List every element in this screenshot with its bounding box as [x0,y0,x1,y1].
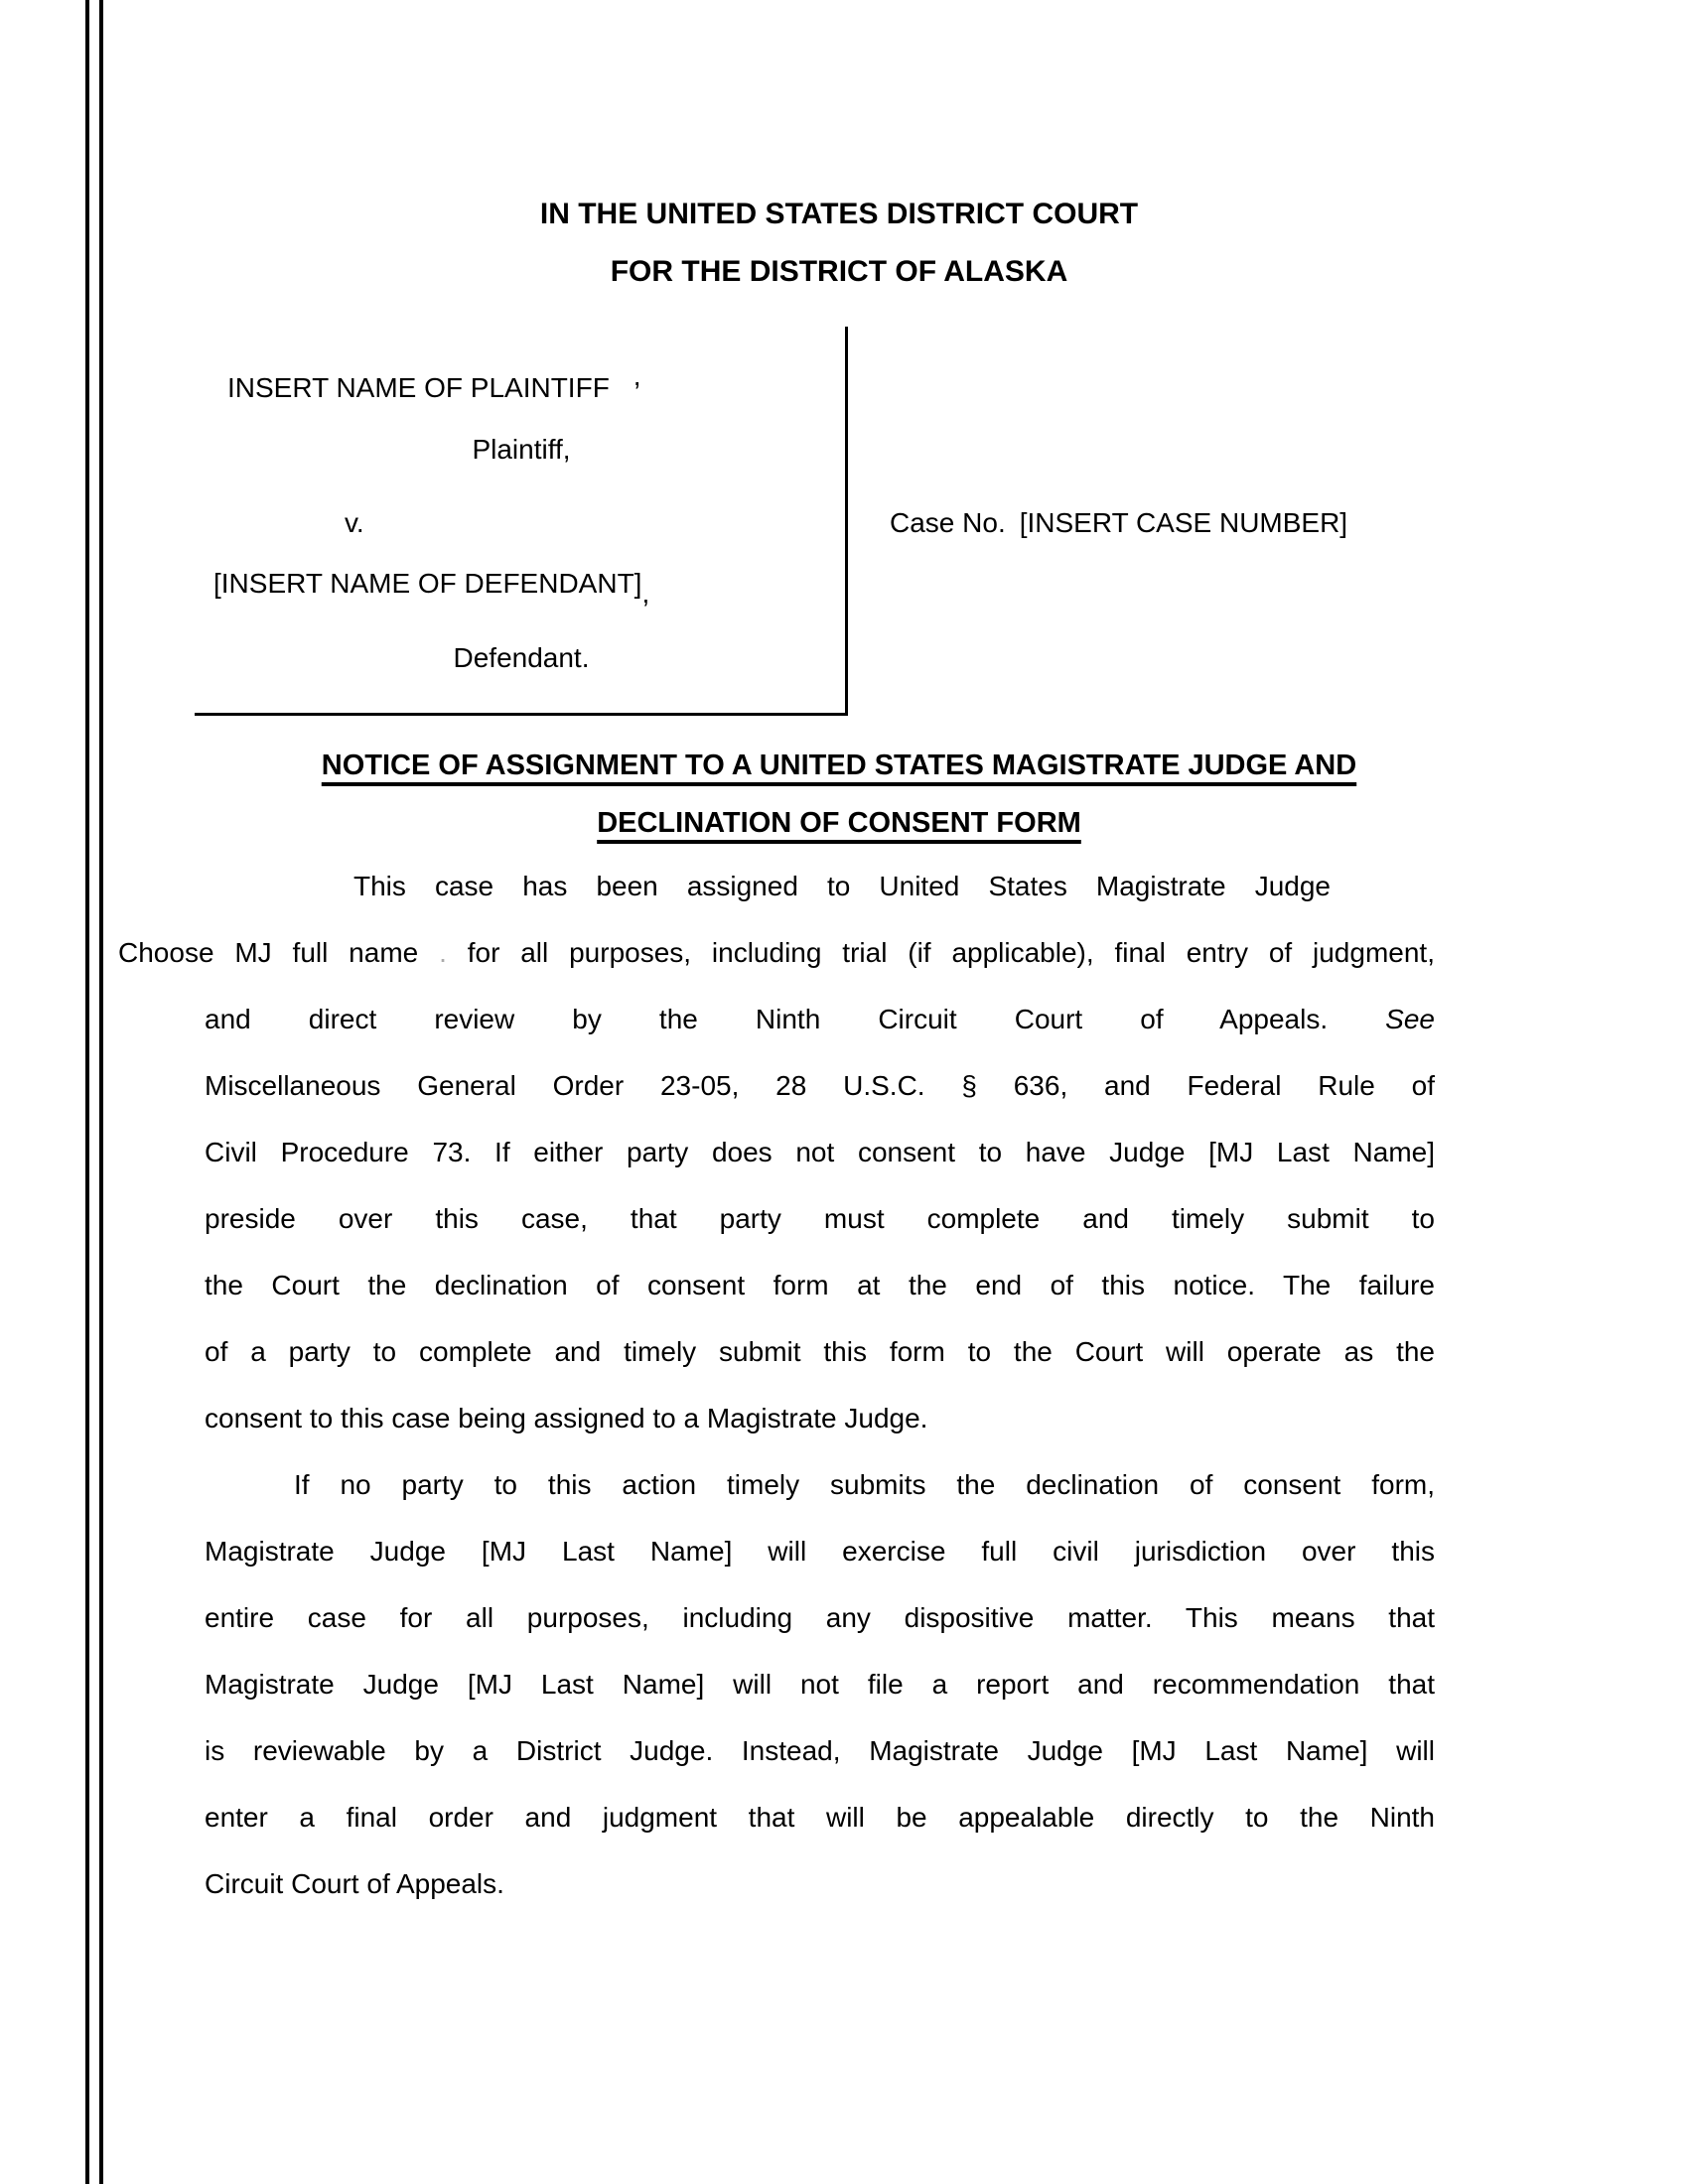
page-left-border-line-inner [99,0,103,2184]
body-line: Civil Procedure 73. If either party does not consent to have Judge [MJ Last Name] [205,1137,1435,1167]
body-line: If no party to this action timely submits the declination of consent form, [294,1469,1435,1500]
body-line: entire case for all purposes, including any dispositive matter. This means that [205,1602,1435,1633]
body-line: Miscellaneous General Order 23-05, 28 U.S.C. § 636, and Federal Rule of [205,1070,1435,1101]
notice-body-paragraphs [118,853,1435,1917]
court-title-line-1: IN THE UNITED STATES DISTRICT COURT [539,198,1139,230]
defendant-name-line [213,568,650,609]
caption-box-bottom-line [195,713,848,716]
body-line: the Court the declination of consent form at the end of this notice. The failure [205,1270,1435,1300]
body-line: enter a final order and judgment that will be appealable directly to the Ninth [205,1802,1435,1833]
body-line: and direct review by the Ninth Circuit Court of Appeals. See [205,1004,1435,1034]
defendant-comma: , [641,578,650,609]
body-line: Choose MJ full name . for all purposes, including trial (if applicable), final entry of judgment, [118,937,1435,968]
body-line: This case has been assigned to United States Magistrate Judge [353,871,1331,901]
caption-box-divider-line [845,327,848,715]
body-line: preside over this case, that party must complete and timely submit to [205,1203,1435,1234]
plaintiff-name-line [227,360,641,404]
body-line: of a party to complete and timely submit this form to the Court will operate as the [205,1336,1435,1367]
defendant-name: [INSERT NAME OF DEFENDANT] [213,568,642,599]
body-line: consent to this case being assigned to a Magistrate Judge. [205,1403,928,1433]
notice-heading-line-2: DECLINATION OF CONSENT FORM [597,807,1081,839]
plaintiff-comma: , [633,360,641,391]
body-line: Circuit Court of Appeals. [205,1868,504,1899]
form-field-period: . [439,937,447,968]
court-title-line-2: FOR THE DISTRICT OF ALASKA [610,255,1068,288]
defendant-role-label: Defendant. [453,642,590,673]
plaintiff-role-label: Plaintiff, [472,434,571,465]
body-line: Magistrate Judge [MJ Last Name] will exercise full civil jurisdiction over this [205,1536,1435,1567]
case-number-label: Case No. [890,507,1006,538]
body-line: Magistrate Judge [MJ Last Name] will not file a report and recommendation that [205,1669,1435,1700]
plaintiff-name: INSERT NAME OF PLAINTIFF [227,372,610,403]
case-number-line [890,507,1347,539]
versus-label: v. [345,507,364,538]
page-left-border-line-outer [85,0,89,2184]
notice-heading-line-1: NOTICE OF ASSIGNMENT TO A UNITED STATES MAGISTRATE JUDGE AND [321,750,1357,781]
case-number-value: [INSERT CASE NUMBER] [1019,507,1348,538]
body-line: is reviewable by a District Judge. Instead, Magistrate Judge [MJ Last Name] will [205,1735,1435,1766]
